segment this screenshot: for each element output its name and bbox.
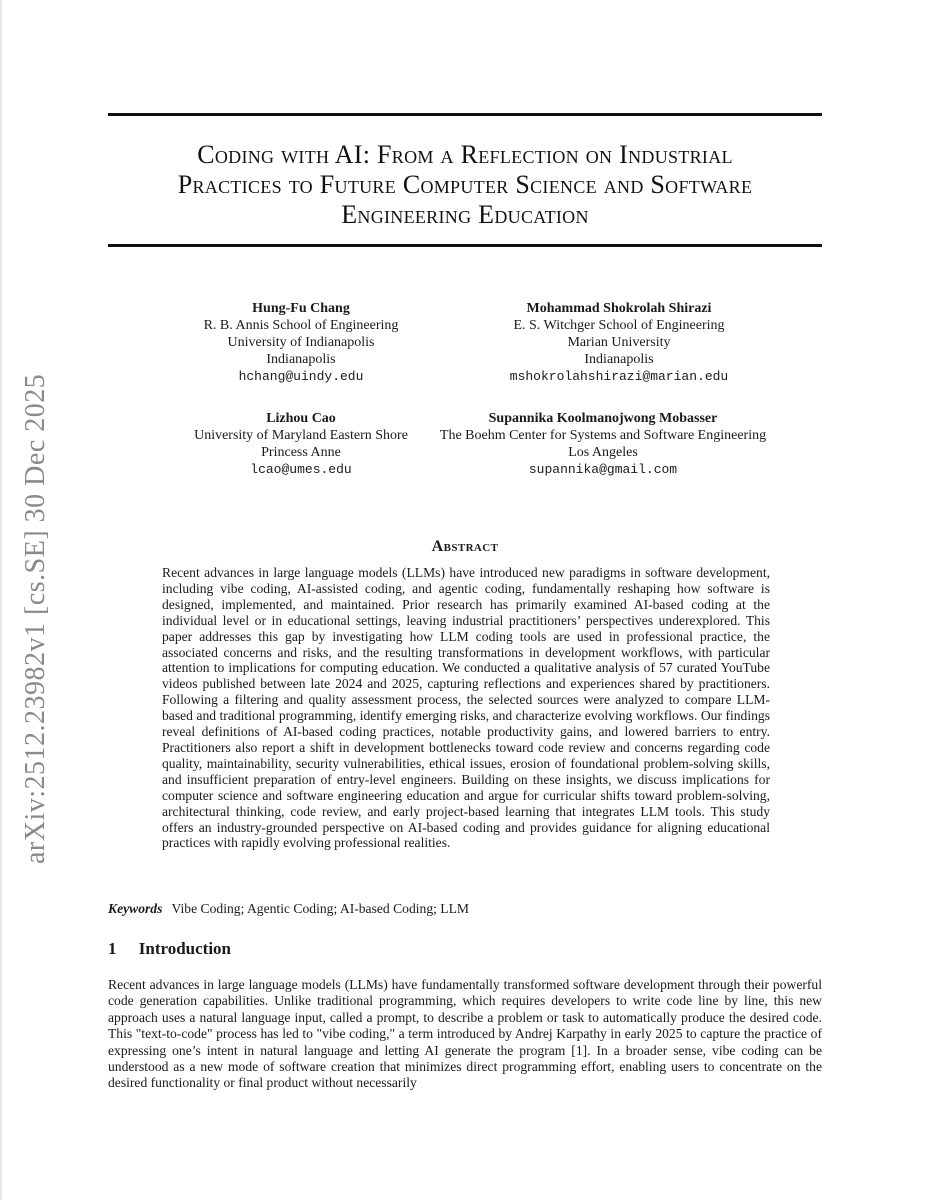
keywords-text: Vibe Coding; Agentic Coding; AI-based Coding; LLM bbox=[171, 901, 469, 916]
arxiv-identifier-stamp: arXiv:2512.23982v1 [cs.SE] 30 Dec 2025 bbox=[20, 373, 51, 864]
keywords-label: Keywords bbox=[108, 901, 163, 916]
author-affiliation: R. B. Annis School of Engineering bbox=[203, 318, 399, 333]
author-name: Hung-Fu Chang bbox=[252, 301, 350, 316]
author-affiliation: E. S. Witchger School of Engineering bbox=[513, 318, 725, 333]
section-title: Introduction bbox=[138, 939, 232, 958]
author-city: Indianapolis bbox=[266, 352, 336, 367]
author-city: Indianapolis bbox=[584, 352, 654, 367]
author-affiliation: The Boehm Center for Systems and Software Engineering bbox=[439, 428, 767, 443]
title-top-rule bbox=[108, 113, 822, 116]
author-email[interactable]: supannika@gmail.com bbox=[528, 462, 678, 477]
author-name: Supannika Koolmanojwong Mobasser bbox=[488, 411, 718, 426]
author-name: Lizhou Cao bbox=[266, 411, 336, 426]
section-number: 1 bbox=[108, 939, 117, 958]
paper-title bbox=[108, 140, 822, 230]
abstract-heading: Abstract bbox=[431, 538, 499, 555]
author-name: Mohammad Shokrolah Shirazi bbox=[526, 301, 712, 316]
author-email[interactable]: lcao@umes.edu bbox=[250, 462, 352, 477]
title-line: Practices to Future Computer Science and Software bbox=[177, 170, 753, 199]
author-block bbox=[420, 410, 786, 478]
author-block bbox=[458, 300, 780, 385]
keywords-line bbox=[108, 901, 469, 917]
author-email[interactable]: mshokrolahshirazi@marian.edu bbox=[509, 369, 729, 384]
author-affiliation: University of Indianapolis bbox=[227, 335, 375, 350]
title-line: Engineering Education bbox=[341, 200, 589, 229]
page-edge bbox=[0, 0, 2, 1200]
author-block bbox=[140, 300, 462, 385]
title-bottom-rule bbox=[108, 244, 822, 247]
author-affiliation: University of Maryland Eastern Shore bbox=[194, 428, 408, 443]
section-heading-introduction bbox=[108, 939, 231, 959]
author-affiliation: Marian University bbox=[567, 335, 671, 350]
author-city: Princess Anne bbox=[261, 445, 341, 460]
abstract-text: Recent advances in large language models (LLMs) have introduced new paradigms in software development, including vibe coding, AI-assisted coding, and agentic coding, fundamentally reshaping how software is designed, implemented, and maintained. Prior research has primarily examined AI-based coding at the individual level or in educational settings, leaving industrial practitioners’ perspectives underexplored. This paper addresses this gap by investigating how LLM coding tools are used in professional practice, the associated concerns and risks, and the resulting transformations in development workflows, with particular attention to implications for computing education. We conducted a qualitative analysis of 57 curated YouTube videos published between late 2024 and 2025, capturing reflections and experiences shared by practitioners. Following a filtering and quality assessment process, the selected sources were analyzed to compare LLM-based and traditional programming, identify emerging risks, and characterize evolving workflows. Our findings reveal definitions of AI-based coding practices, notable productivity gains, and lowered barriers to entry. Practitioners also report a shift in development bottlenecks toward code review and concerns regarding code quality, maintainability, security vulnerabilities, ethical issues, erosion of foundational problem-solving skills, and insufficient preparation of entry-level engineers. Building on these insights, we discuss implications for computer science and software engineering education and argue for curricular shifts toward problem-solving, architectural thinking, code review, and early project-based learning that integrates LLM tools. This study offers an industry-grounded perspective on AI-based coding and provides guidance for aligning educational practices with rapidly evolving professional realities. bbox=[162, 565, 770, 851]
author-block bbox=[140, 410, 462, 478]
author-city: Los Angeles bbox=[568, 445, 638, 460]
introduction-paragraph: Recent advances in large language models (LLMs) have fundamentally transformed software development through their powerful code generation capabilities. Unlike traditional programming, which requires developers to write code line by line, this new approach uses a natural language input, called a prompt, to describe a problem or task to automatically produce the desired code. This "text-to-code" process has led to "vibe coding," a term introduced by Andrej Karpathy in early 2025 to capture the practice of expressing one’s intent in natural language and letting AI generate the program [1]. In a broader sense, vibe coding can be understood as a new mode of software creation that minimizes direct programming effort, enabling users to concentrate on the desired functionality or final product without necessarily bbox=[108, 977, 822, 1091]
title-line: Coding with AI: From a Reflection on Industrial bbox=[197, 140, 733, 169]
author-email[interactable]: hchang@uindy.edu bbox=[238, 369, 364, 384]
